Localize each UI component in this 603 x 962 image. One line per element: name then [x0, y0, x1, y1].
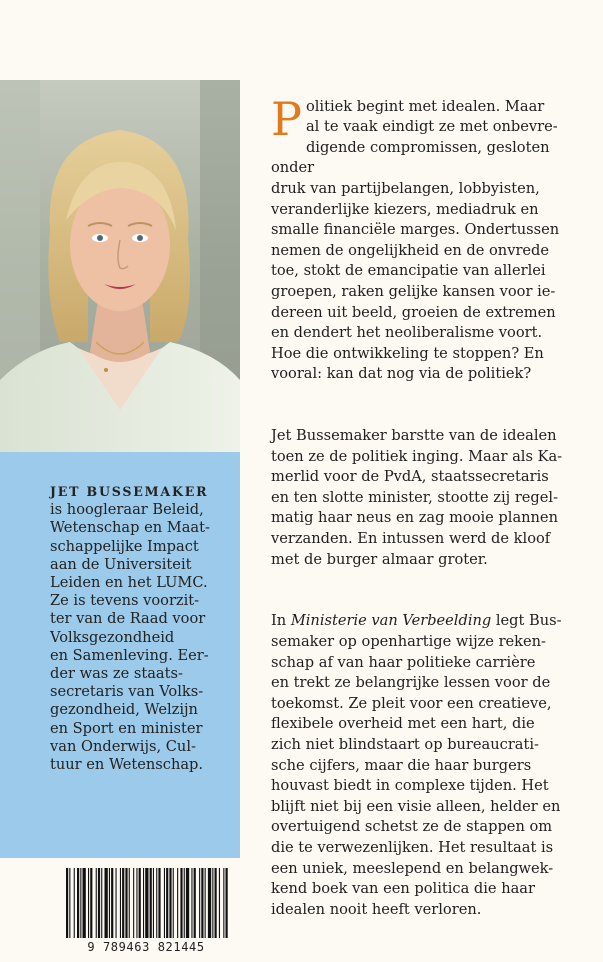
barcode-bar	[150, 868, 152, 938]
blurb-paragraph-3-intro: In	[271, 612, 291, 630]
blurb-paragraph-2: Jet Bussemaker barstte van de idealen toen ze de politiek inging. Maar als Ka- merlid voor de PvdA, staatssecretaris en ten slotte minister, stootte zij regel- matig haar neus en zag mooie plannen verzanden. En intussen werd de kloof met de burger almaar groter.	[271, 427, 563, 568]
barcode-bar	[139, 868, 141, 938]
barcode-bar	[223, 868, 224, 938]
barcode-bar	[219, 868, 220, 938]
barcode	[64, 868, 228, 938]
barcode-bar	[77, 868, 79, 938]
barcode-bar	[120, 868, 121, 938]
author-bio-text: is hoogleraar Beleid, Wetenschap en Maat- schappelijke Impact aan de Universiteit Leiden en het LUMC. Ze is tevens voorzit- ter van de Raad voor Volksgezondheid en Samenleving. Eer- der was ze staats- secretaris van Volks- gezondheid, Welzijn en Sport en minister van Onderwijs, Cul- tuur en Wetenschap.	[50, 501, 210, 774]
barcode-bar	[136, 868, 137, 938]
barcode-bar	[173, 868, 174, 938]
author-bio	[50, 483, 230, 774]
barcode-bar	[66, 868, 68, 938]
isbn-number: 9 789463 821445	[87, 940, 205, 954]
barcode-bar	[88, 868, 89, 938]
drop-cap: P	[271, 91, 302, 146]
barcode-bar	[143, 868, 144, 938]
blurb-paragraph-3	[271, 611, 571, 920]
barcode-bar	[145, 868, 148, 938]
barcode-bar	[166, 868, 168, 938]
barcode-bar	[158, 868, 160, 938]
barcode-bar	[180, 868, 182, 938]
barcode-bar	[199, 868, 200, 938]
barcode-bar	[74, 868, 75, 938]
blurb	[271, 76, 571, 962]
barcode-bar	[129, 868, 130, 938]
barcode-bars	[66, 868, 228, 938]
barcode-bar	[194, 868, 196, 938]
barcode-bar	[96, 868, 97, 938]
barcode-bar	[133, 868, 134, 938]
barcode-bar	[69, 868, 70, 938]
blurb-paragraph-3-text: legt Bus- semaker op openhartige wijze reken- schap af van haar politieke carrière en trekt ze belangrijke lessen voor de toekomst. Ze pleit voor een creatieve, flexibele overheid met een hart, die zich niet blindstaart op bureaucrati- sche cijfers, maar die haar burgers houvast biedt in complexe tijden. Het blijft niet bij een visie alleen, helder en overtuigend schetst ze de stappen om die te verwezenlijken. Het resultaat is een uniek, meeslepend en belangwek- kend boek van een politica die haar idealen nooit heeft verloren.	[271, 612, 562, 918]
barcode-bar	[208, 868, 211, 938]
barcode-bar	[109, 868, 110, 938]
book-title: Ministerie van Verbeelding	[290, 612, 492, 630]
blurb-paragraph-1-text: olitiek begint met idealen. Maar al te vaak eindigt ze met onbevre- digende compromissen, gesloten onder druk van partijbelangen, lobbyisten, veranderlijke kiezers, mediadruk en smalle financiële marges. Ondertussen nemen de ongelijkheid en de onvrede toe, stokt de emancipatie van allerlei groepen, raken gelijke kansen voor ie- dereen uit beeld, groeien de extremen en dendert het neoliberalisme voort. Hoe die ontwikkeling te stoppen? En vooral: kan dat nog via de politiek?	[271, 97, 560, 383]
barcode-bar	[226, 868, 228, 938]
barcode-bar	[153, 868, 154, 938]
barcode-bar	[184, 868, 185, 938]
blurb-paragraph-1	[271, 91, 571, 385]
barcode-bar	[98, 868, 100, 938]
barcode-bar	[101, 868, 102, 938]
author-photo	[0, 80, 240, 452]
barcode-bar	[186, 868, 189, 938]
barcode-bar	[169, 868, 171, 938]
barcode-bar	[90, 868, 92, 938]
author-name: JET BUSSEMAKER	[50, 484, 209, 499]
barcode-bar	[83, 868, 86, 938]
barcode-bar	[177, 868, 178, 938]
barcode-bar	[212, 868, 213, 938]
barcode-bar	[215, 868, 217, 938]
barcode-bar	[111, 868, 113, 938]
barcode-bar	[105, 868, 108, 938]
barcode-bar	[205, 868, 206, 938]
barcode-bar	[125, 868, 127, 938]
barcode-bar	[122, 868, 124, 938]
barcode-bar	[156, 868, 157, 938]
barcode-bar	[116, 868, 117, 938]
barcode-bar	[191, 868, 192, 938]
author-portrait-image	[0, 80, 240, 452]
barcode-bar	[164, 868, 165, 938]
barcode-bar	[80, 868, 81, 938]
barcode-bar	[201, 868, 203, 938]
